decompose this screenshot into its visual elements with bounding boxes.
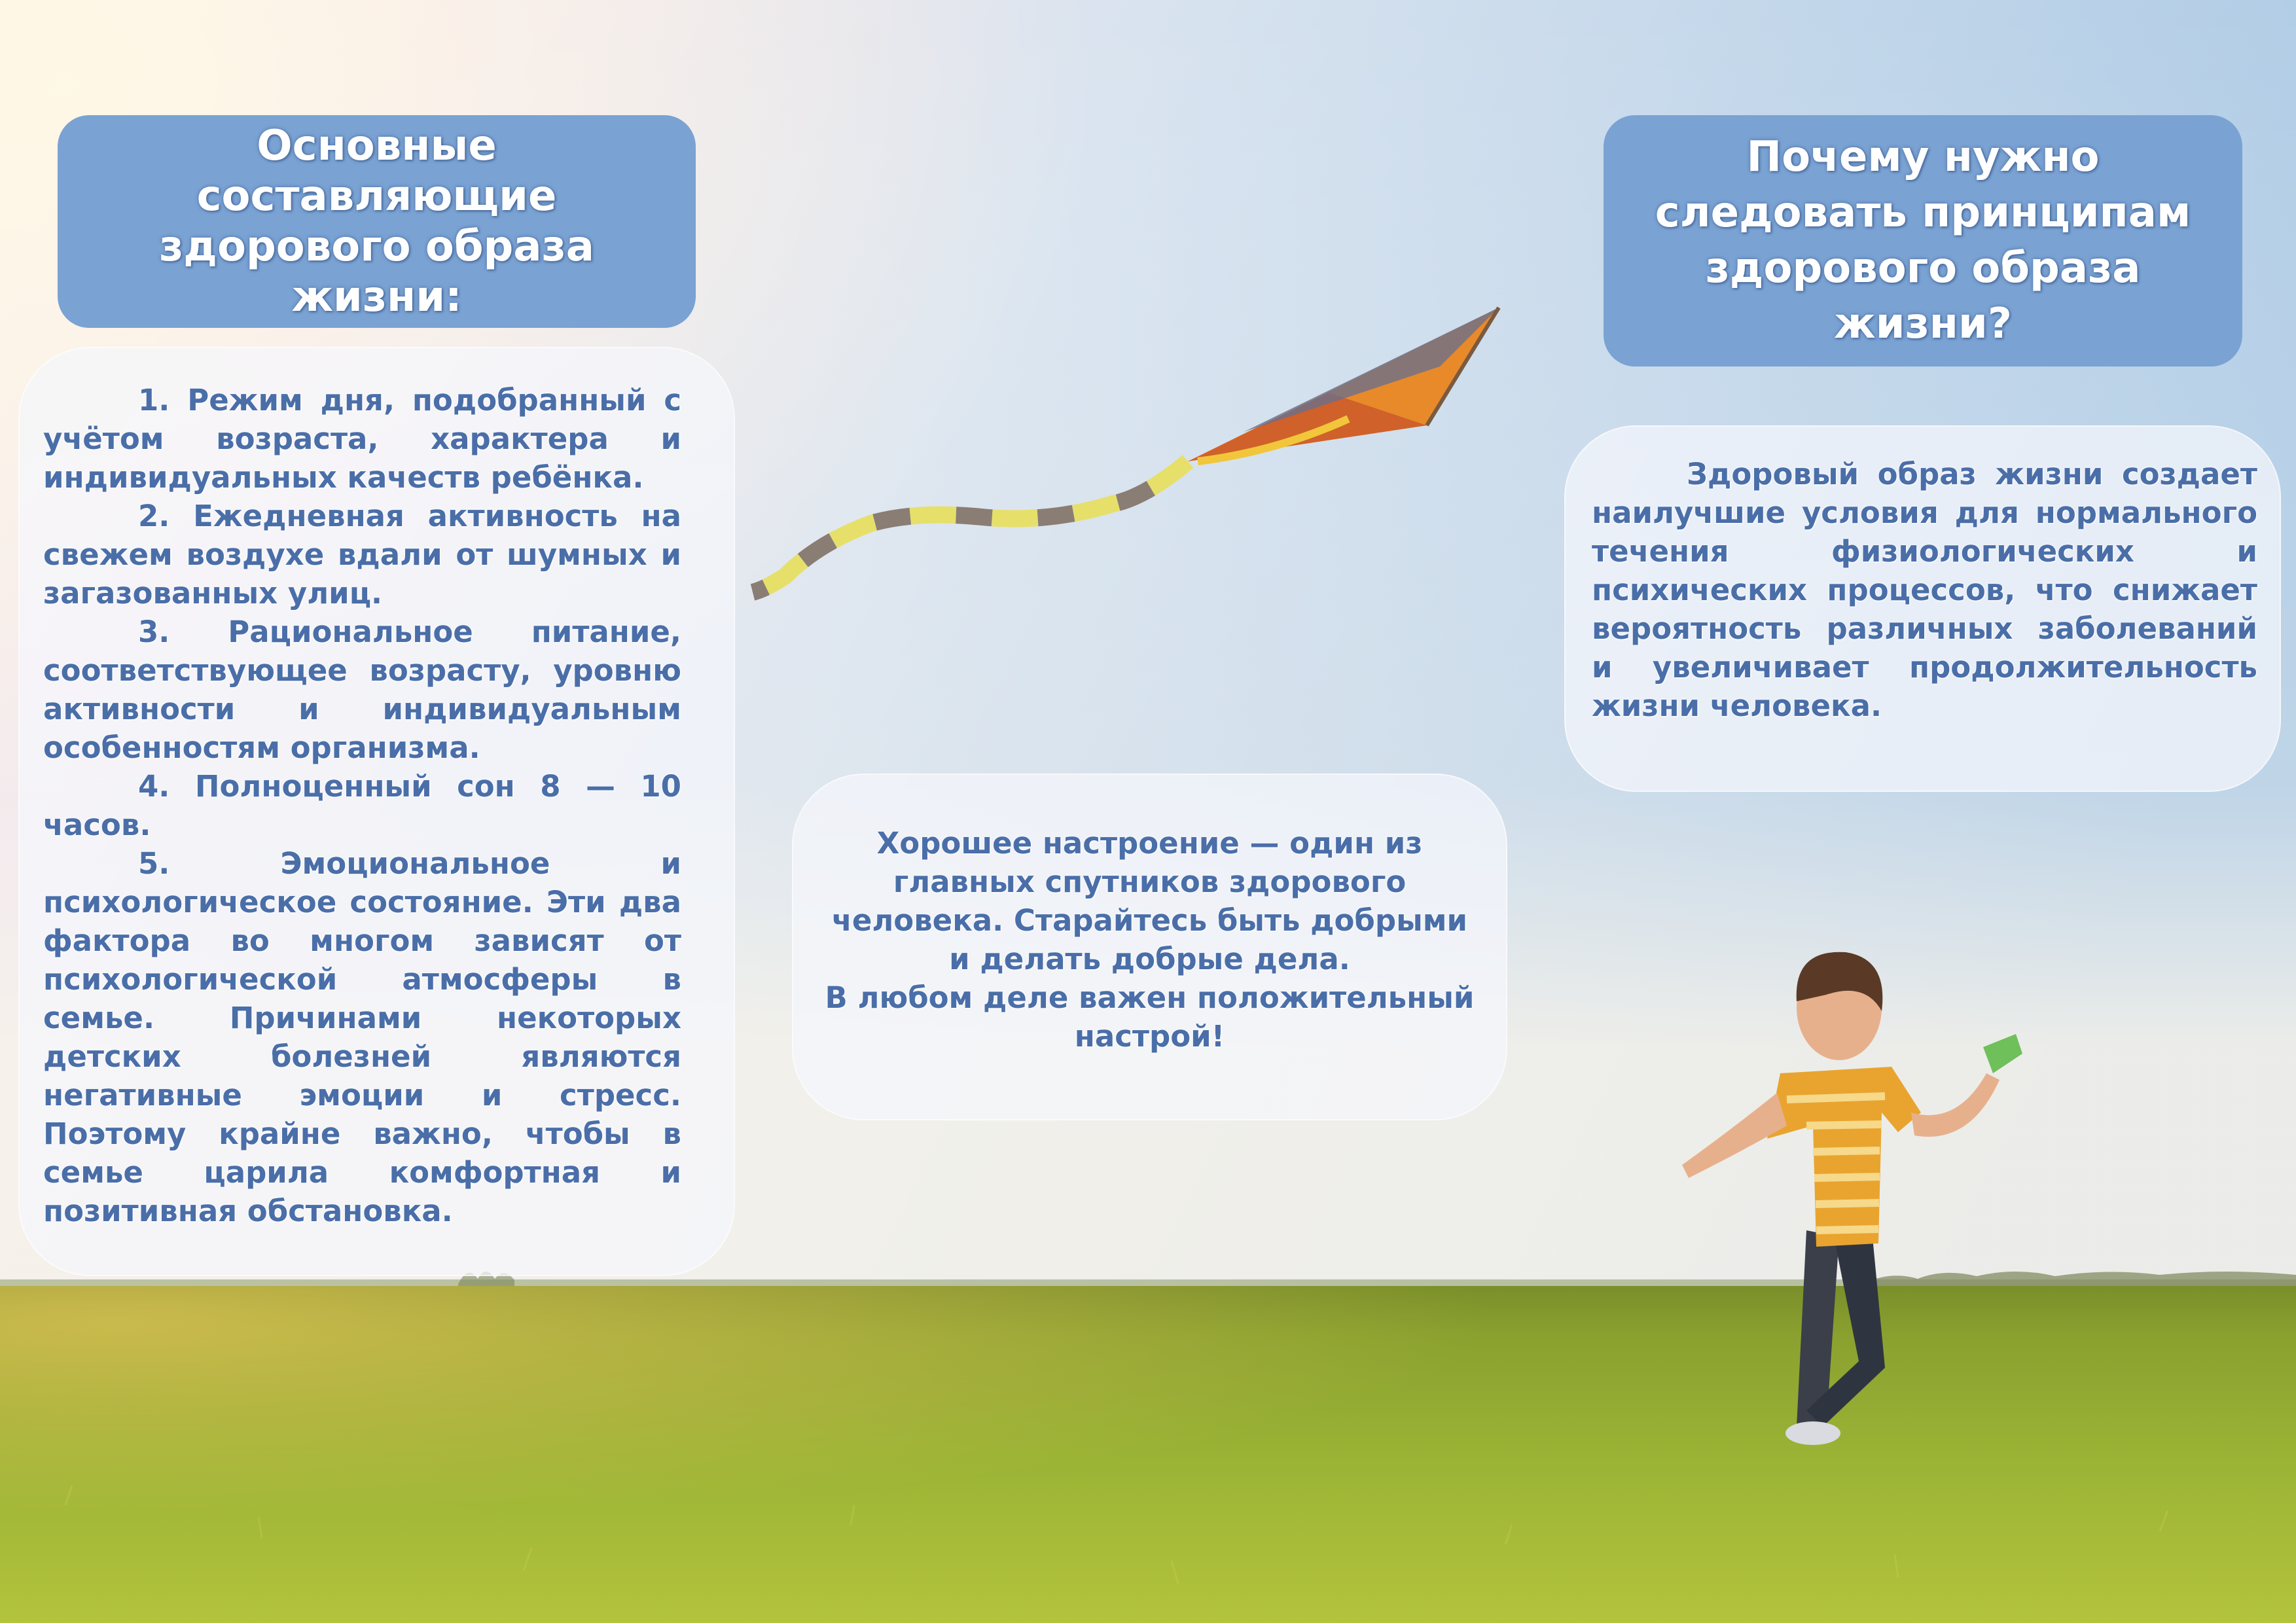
list-item: 3. Рациональное питание, соответствующее возрасту, уровню активности и индивидуальным особенностям организма. bbox=[43, 615, 681, 765]
left-panel-title-text: Основные составляющие здорового образа жизни: bbox=[159, 121, 594, 321]
right-panel-bubble bbox=[1564, 425, 2281, 792]
list-item: 2. Ежедневная активность на свежем воздухе вдали от шумных и загазованных улиц. bbox=[43, 499, 681, 611]
center-panel-line1: Хорошее настроение — один из главных спутников здорового человека. Старайтесь быть добрыми и делать добрые дела. bbox=[831, 826, 1468, 976]
left-panel-bubble bbox=[18, 347, 735, 1276]
right-panel-title-text: Почему нужно следовать принципам здорового образа жизни? bbox=[1655, 133, 2191, 348]
left-panel-title bbox=[58, 115, 696, 328]
right-panel-text: Здоровый образ жизни создает наилучшие условия для нормального течения физиологических и психических процессов, что снижает вероятность различных заболеваний и увеличивает продолжительность жизни человека. bbox=[1592, 457, 2257, 723]
left-panel-list bbox=[43, 381, 681, 1230]
center-panel-bubble bbox=[792, 774, 1507, 1120]
list-item: 5. Эмоциональное и психологическое состояние. Эти два фактора во многом зависят от психологической атмосферы в семье. Причинами некоторых детских болезней являются негативные эмоции и стресс. Поэтому крайне важно, чтобы в семье царила комфортная и позитивная обстановка. bbox=[43, 846, 681, 1228]
list-item: 4. Полноценный сон 8 — 10 часов. bbox=[43, 769, 681, 842]
center-panel-line2: В любом деле важен положительный настрой! bbox=[825, 980, 1475, 1054]
list-item: 1. Режим дня, подобранный с учётом возраста, характера и индивидуальных качеств ребёнка. bbox=[43, 383, 681, 495]
right-panel-title bbox=[1604, 115, 2242, 366]
right-panel-text-wrap bbox=[1592, 455, 2257, 725]
center-panel-text bbox=[823, 824, 1477, 1056]
